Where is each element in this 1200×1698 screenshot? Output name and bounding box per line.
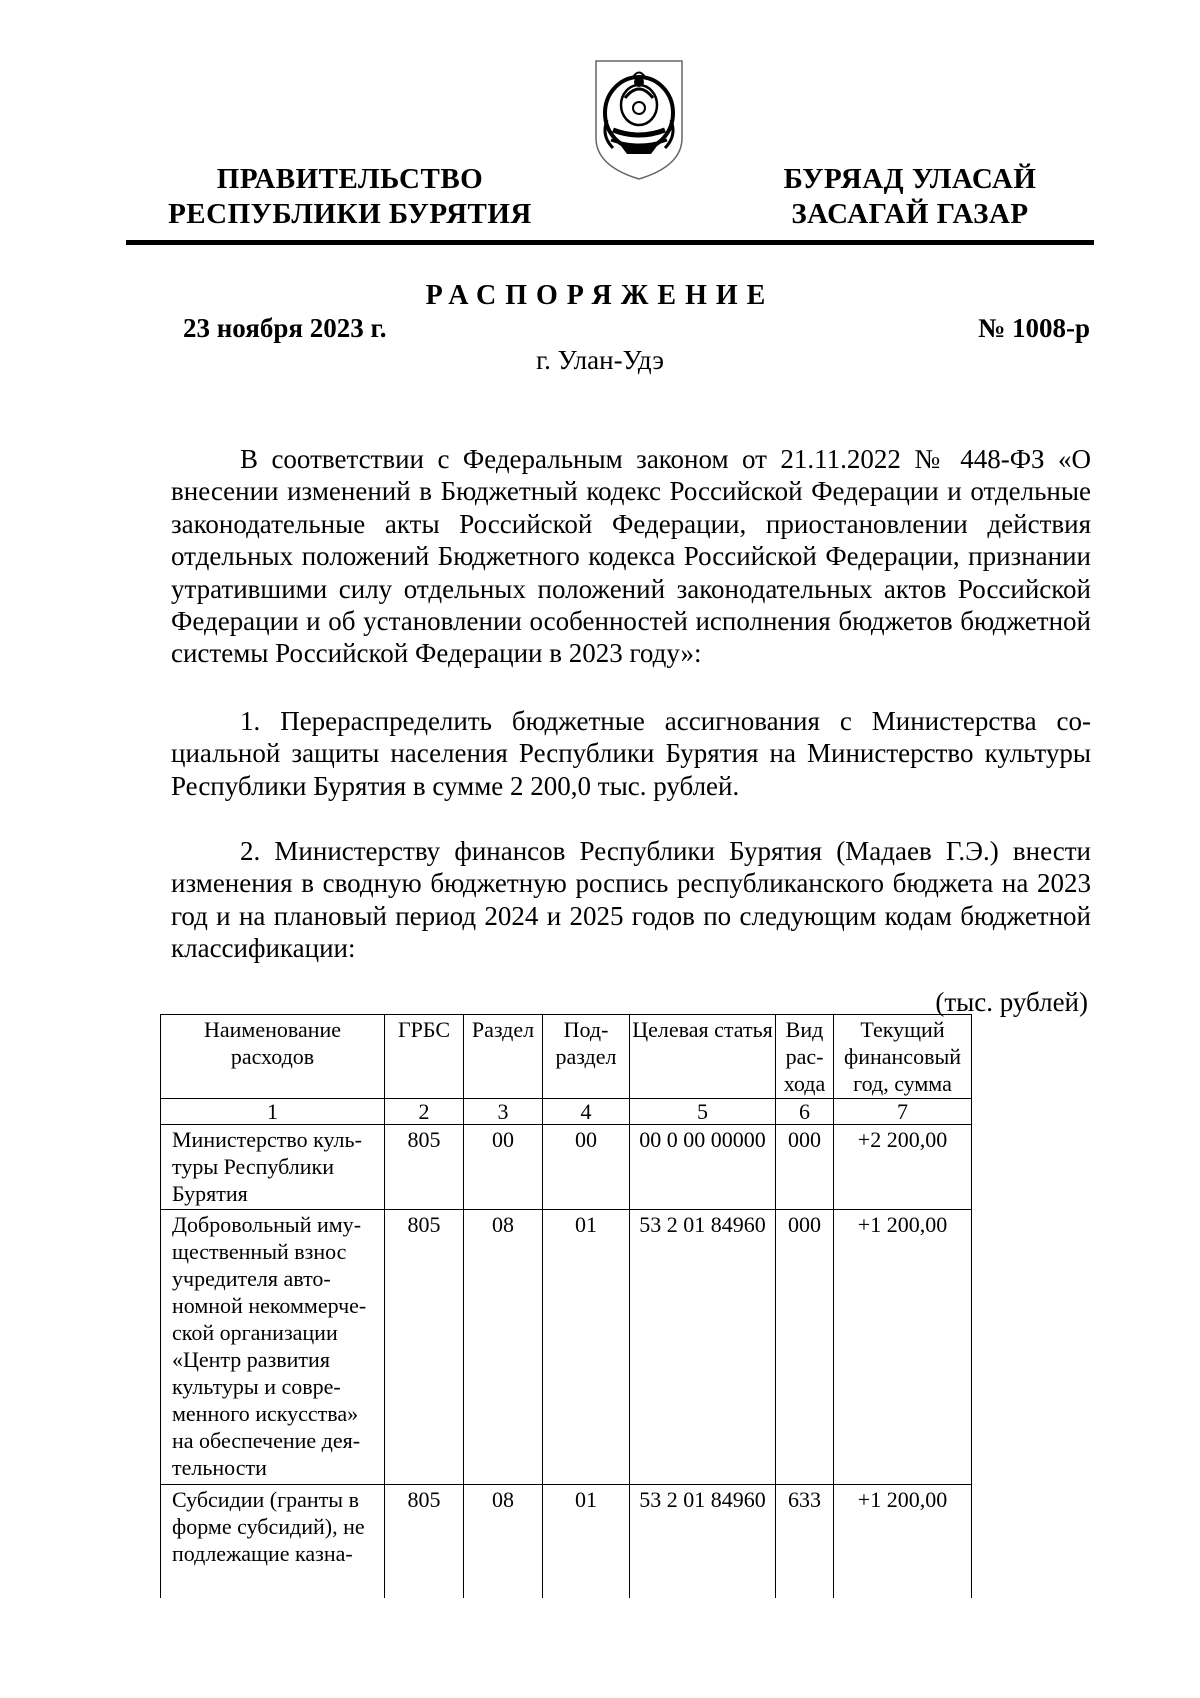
table-cell-target-article: 53 2 01 84960 <box>630 1485 776 1599</box>
government-name-line: ЗАСАГАЙ ГАЗАР <box>791 198 1029 230</box>
column-number: 5 <box>630 1099 776 1125</box>
government-name-russian <box>160 162 540 232</box>
table-cell-expense-type: 633 <box>776 1485 834 1599</box>
paragraph-text: В соответствии с Федеральным законом от 21.11.2022 № 448-ФЗ «О внесении изменений в Бюджетный кодекс Российской Федерации и отдельные законодательные акты Российской Федерации, приостановлении действия отдельных положений Бюджетного кодекса Российской Федерации, признании утратившими силу отдельных положений законодательных актов Российской Федерации и об установлении особенностей исполнения бюджетов бюджетной системы Российской Федерации в 2023 году»: <box>171 444 1091 669</box>
government-name-line: БУРЯАД УЛАСАЙ <box>783 163 1037 195</box>
table-cell-grbs: 805 <box>385 1210 464 1485</box>
document-date: 23 ноября 2023 г. <box>183 313 387 343</box>
table-cell-name: Субсидии (гранты в форме субсидий), не подлежащие казна- <box>161 1485 385 1599</box>
table-cell-section: 00 <box>464 1125 543 1210</box>
column-header-grbs: ГРБС <box>385 1015 464 1099</box>
paragraph-preamble <box>171 443 1091 670</box>
table-cell-name: Министерство культуры Республики Бурятия <box>161 1125 385 1210</box>
government-name-line: ПРАВИТЕЛЬСТВО <box>216 163 484 195</box>
table-cell-target-article: 53 2 01 84960 <box>630 1210 776 1485</box>
budget-classification-table <box>160 1014 972 1598</box>
table-row <box>161 1210 972 1485</box>
document-title: РАСПОРЯЖЕНИЕ <box>425 280 775 311</box>
column-number: 3 <box>464 1099 543 1125</box>
table-cell-section: 08 <box>464 1485 543 1599</box>
table-row <box>161 1125 972 1210</box>
header-divider <box>126 240 1094 245</box>
column-header-expense-type: Вид расхода <box>776 1015 834 1099</box>
column-header-subsection: Подраздел <box>543 1015 630 1099</box>
table-cell-name: Добровольный имущественный взнос учредителя автономной некоммерческой организации «Центр развития культуры и современного искусства» на обеспечение деятельности <box>161 1210 385 1485</box>
table-row <box>161 1485 972 1599</box>
government-name-line: РЕСПУБЛИКИ БУРЯТИЯ <box>168 198 532 230</box>
column-number: 1 <box>161 1099 385 1125</box>
coat-of-arms-emblem <box>593 58 685 182</box>
column-number: 4 <box>543 1099 630 1125</box>
paragraph-text: 2. Министерству финансов Республики Бурятия (Мадаев Г.Э.) внести изменения в сводную бюджетную роспись республиканского бюджета на 2023 год и на плановый период 2024 и 2025 годов по следующим кодам бюджетной классификации: <box>171 836 1091 964</box>
table-cell-amount: +1 200,00 <box>834 1210 972 1485</box>
table-cell-amount: +1 200,00 <box>834 1485 972 1599</box>
column-header-section: Раздел <box>464 1015 543 1099</box>
government-name-buryat <box>760 162 1060 232</box>
table-header-row <box>161 1015 972 1099</box>
column-header-amount: Текущий финансовый год, сумма <box>834 1015 972 1099</box>
table-cell-target-article: 00 0 00 00000 <box>630 1125 776 1210</box>
table-cell-grbs: 805 <box>385 1485 464 1599</box>
table-cell-expense-type: 000 <box>776 1210 834 1485</box>
table-cell-expense-type: 000 <box>776 1125 834 1210</box>
column-number: 2 <box>385 1099 464 1125</box>
table-column-number-row <box>161 1099 972 1125</box>
column-header-name: Наименование расходов <box>161 1015 385 1099</box>
column-number: 7 <box>834 1099 972 1125</box>
paragraph-text: 1. Перераспределить бюджетные ассигнования с Министерства социальной защиты населения Республики Бурятия на Министерство культуры Республики Бурятия в сумме 2 200,0 тыс. рублей. <box>171 706 1091 801</box>
document-city: г. Улан-Удэ <box>536 345 664 375</box>
paragraph-item-2 <box>171 835 1091 965</box>
column-header-target-article: Целевая статья <box>630 1015 776 1099</box>
table-unit-note: (тыс. рублей) <box>935 987 1088 1017</box>
table-cell-grbs: 805 <box>385 1125 464 1210</box>
table-cell-amount: +2 200,00 <box>834 1125 972 1210</box>
table-cell-subsection: 01 <box>543 1485 630 1599</box>
column-number: 6 <box>776 1099 834 1125</box>
paragraph-item-1 <box>171 705 1091 802</box>
table-cell-subsection: 00 <box>543 1125 630 1210</box>
document-number: № 1008-р <box>978 313 1090 343</box>
table-cell-subsection: 01 <box>543 1210 630 1485</box>
table-cell-section: 08 <box>464 1210 543 1485</box>
